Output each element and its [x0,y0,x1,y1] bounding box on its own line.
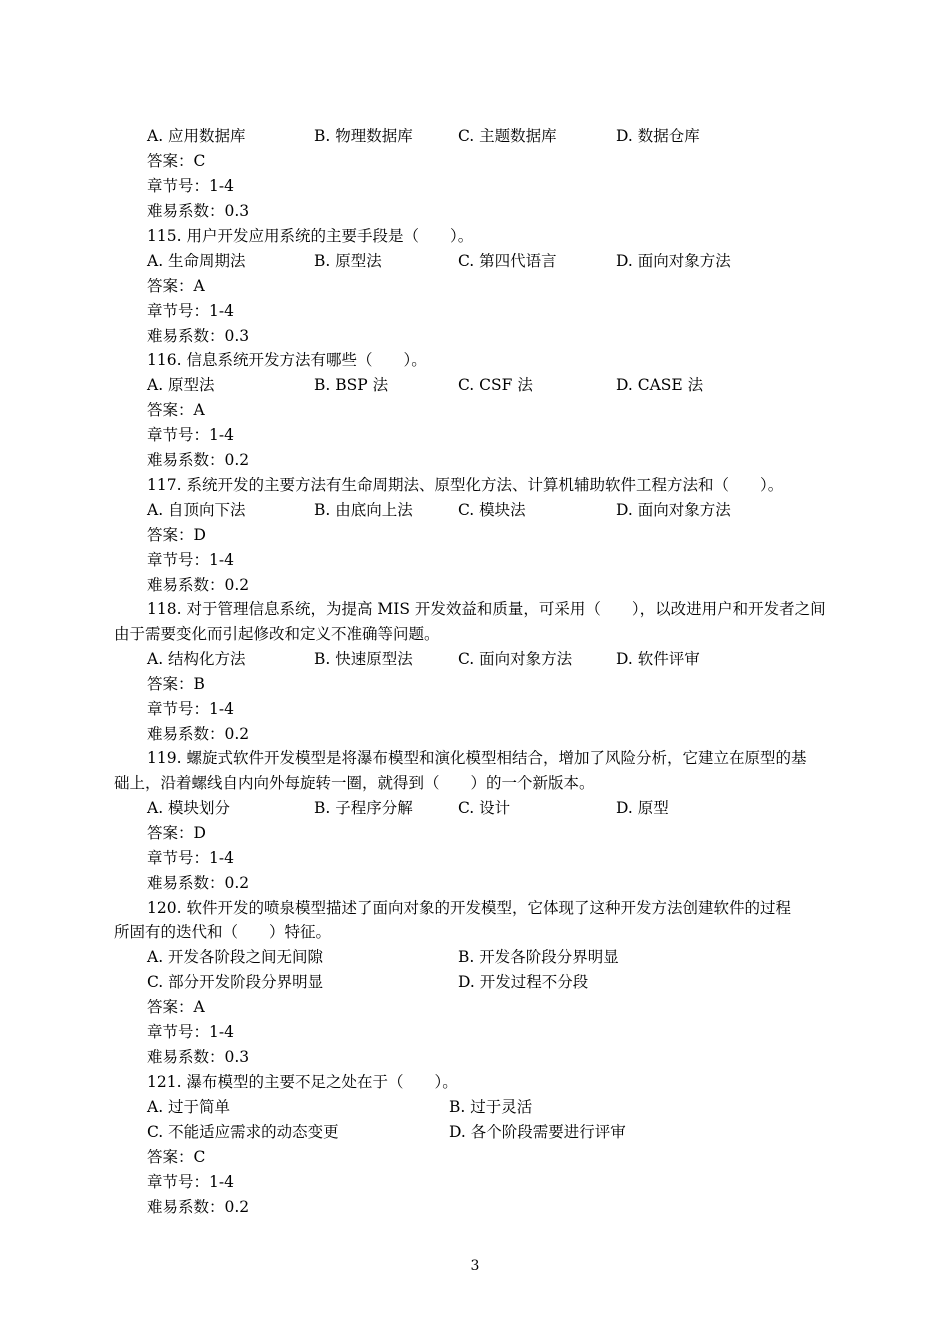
answer: 答案：A [147,998,205,1016]
chapter: 章节号：1-4 [147,849,234,867]
option-c: C. 部分开发阶段分界明显 [147,973,324,991]
option-a: A. 过于简单 [147,1098,231,1116]
question-text-continued: 由于需要变化而引起修改和定义不准确等问题。 [114,625,440,643]
option-a: A. 应用数据库 [147,127,246,145]
difficulty: 难易系数：0.3 [147,202,250,220]
chapter: 章节号：1-4 [147,1173,234,1191]
difficulty: 难易系数：0.3 [147,327,250,345]
chapter: 章节号：1-4 [147,426,234,444]
question-text: 121. 瀑布模型的主要不足之处在于（ ）。 [147,1073,458,1091]
option-a: A. 模块划分 [147,799,231,817]
option-b: B. 开发各阶段分界明显 [458,948,619,966]
chapter: 章节号：1-4 [147,302,234,320]
question-text: 120. 软件开发的喷泉模型描述了面向对象的开发模型，它体现了这种开发方法创建软件的过程 [147,899,791,917]
option-d: D. 开发过程不分段 [458,973,589,991]
option-d: D. 各个阶段需要进行评审 [449,1123,626,1141]
option-b: B. 过于灵活 [449,1098,533,1116]
question-text: 119. 螺旋式软件开发模型是将瀑布模型和演化模型相结合，增加了风险分析，它建立在原型的基 [147,749,807,767]
question-text: 117. 系统开发的主要方法有生命周期法、原型化方法、计算机辅助软件工程方法和（ ）。 [147,476,784,494]
page-number: 3 [470,1258,480,1274]
answer: 答案：D [147,526,206,544]
option-a: A. 开发各阶段之间无间隙 [147,948,324,966]
difficulty: 难易系数：0.2 [147,576,250,594]
option-d: D. 面向对象方法 [616,252,731,270]
option-d: D. 面向对象方法 [616,501,731,519]
answer: 答案：A [147,277,205,295]
chapter: 章节号：1-4 [147,1023,234,1041]
question-text: 118. 对于管理信息系统，为提高 MIS 开发效益和质量，可采用（ ），以改进用户和开发者之间 [147,600,826,618]
chapter: 章节号：1-4 [147,551,234,569]
option-a: A. 生命周期法 [147,252,246,270]
option-b: B. 子程序分解 [314,799,413,817]
chapter: 章节号：1-4 [147,700,234,718]
answer: 答案：D [147,824,206,842]
option-a: A. 原型法 [147,376,215,394]
question-text: 116. 信息系统开发方法有哪些（ ）。 [147,351,427,369]
chapter: 章节号：1-4 [147,177,234,195]
option-b: B. BSP 法 [314,376,389,394]
question-text: 115. 用户开发应用系统的主要手段是（ ）。 [147,227,474,245]
answer: 答案：C [147,1148,206,1166]
option-c: C. 不能适应需求的动态变更 [147,1123,339,1141]
option-c: C. 模块法 [458,501,526,519]
question-text-continued: 础上，沿着螺线自内向外每旋转一圈，就得到（ ）的一个新版本。 [114,774,595,792]
difficulty: 难易系数：0.2 [147,451,250,469]
option-c: C. 主题数据库 [458,127,557,145]
answer: 答案：A [147,401,205,419]
question-text-continued: 所固有的迭代和（ ）特征。 [114,923,332,941]
option-d: D. 数据仓库 [616,127,700,145]
option-c: C. 面向对象方法 [458,650,573,668]
option-b: B. 物理数据库 [314,127,413,145]
difficulty: 难易系数：0.2 [147,874,250,892]
option-d: D. CASE 法 [616,376,704,394]
answer: 答案：C [147,152,206,170]
difficulty: 难易系数：0.2 [147,725,250,743]
option-a: A. 结构化方法 [147,650,246,668]
option-b: B. 原型法 [314,252,382,270]
option-b: B. 快速原型法 [314,650,413,668]
option-c: C. 设计 [458,799,511,817]
difficulty: 难易系数：0.2 [147,1198,250,1216]
difficulty: 难易系数：0.3 [147,1048,250,1066]
option-c: C. CSF 法 [458,376,533,394]
option-d: D. 原型 [616,799,669,817]
answer: 答案：B [147,675,205,693]
option-b: B. 由底向上法 [314,501,413,519]
option-c: C. 第四代语言 [458,252,557,270]
option-a: A. 自顶向下法 [147,501,246,519]
option-d: D. 软件评审 [616,650,700,668]
